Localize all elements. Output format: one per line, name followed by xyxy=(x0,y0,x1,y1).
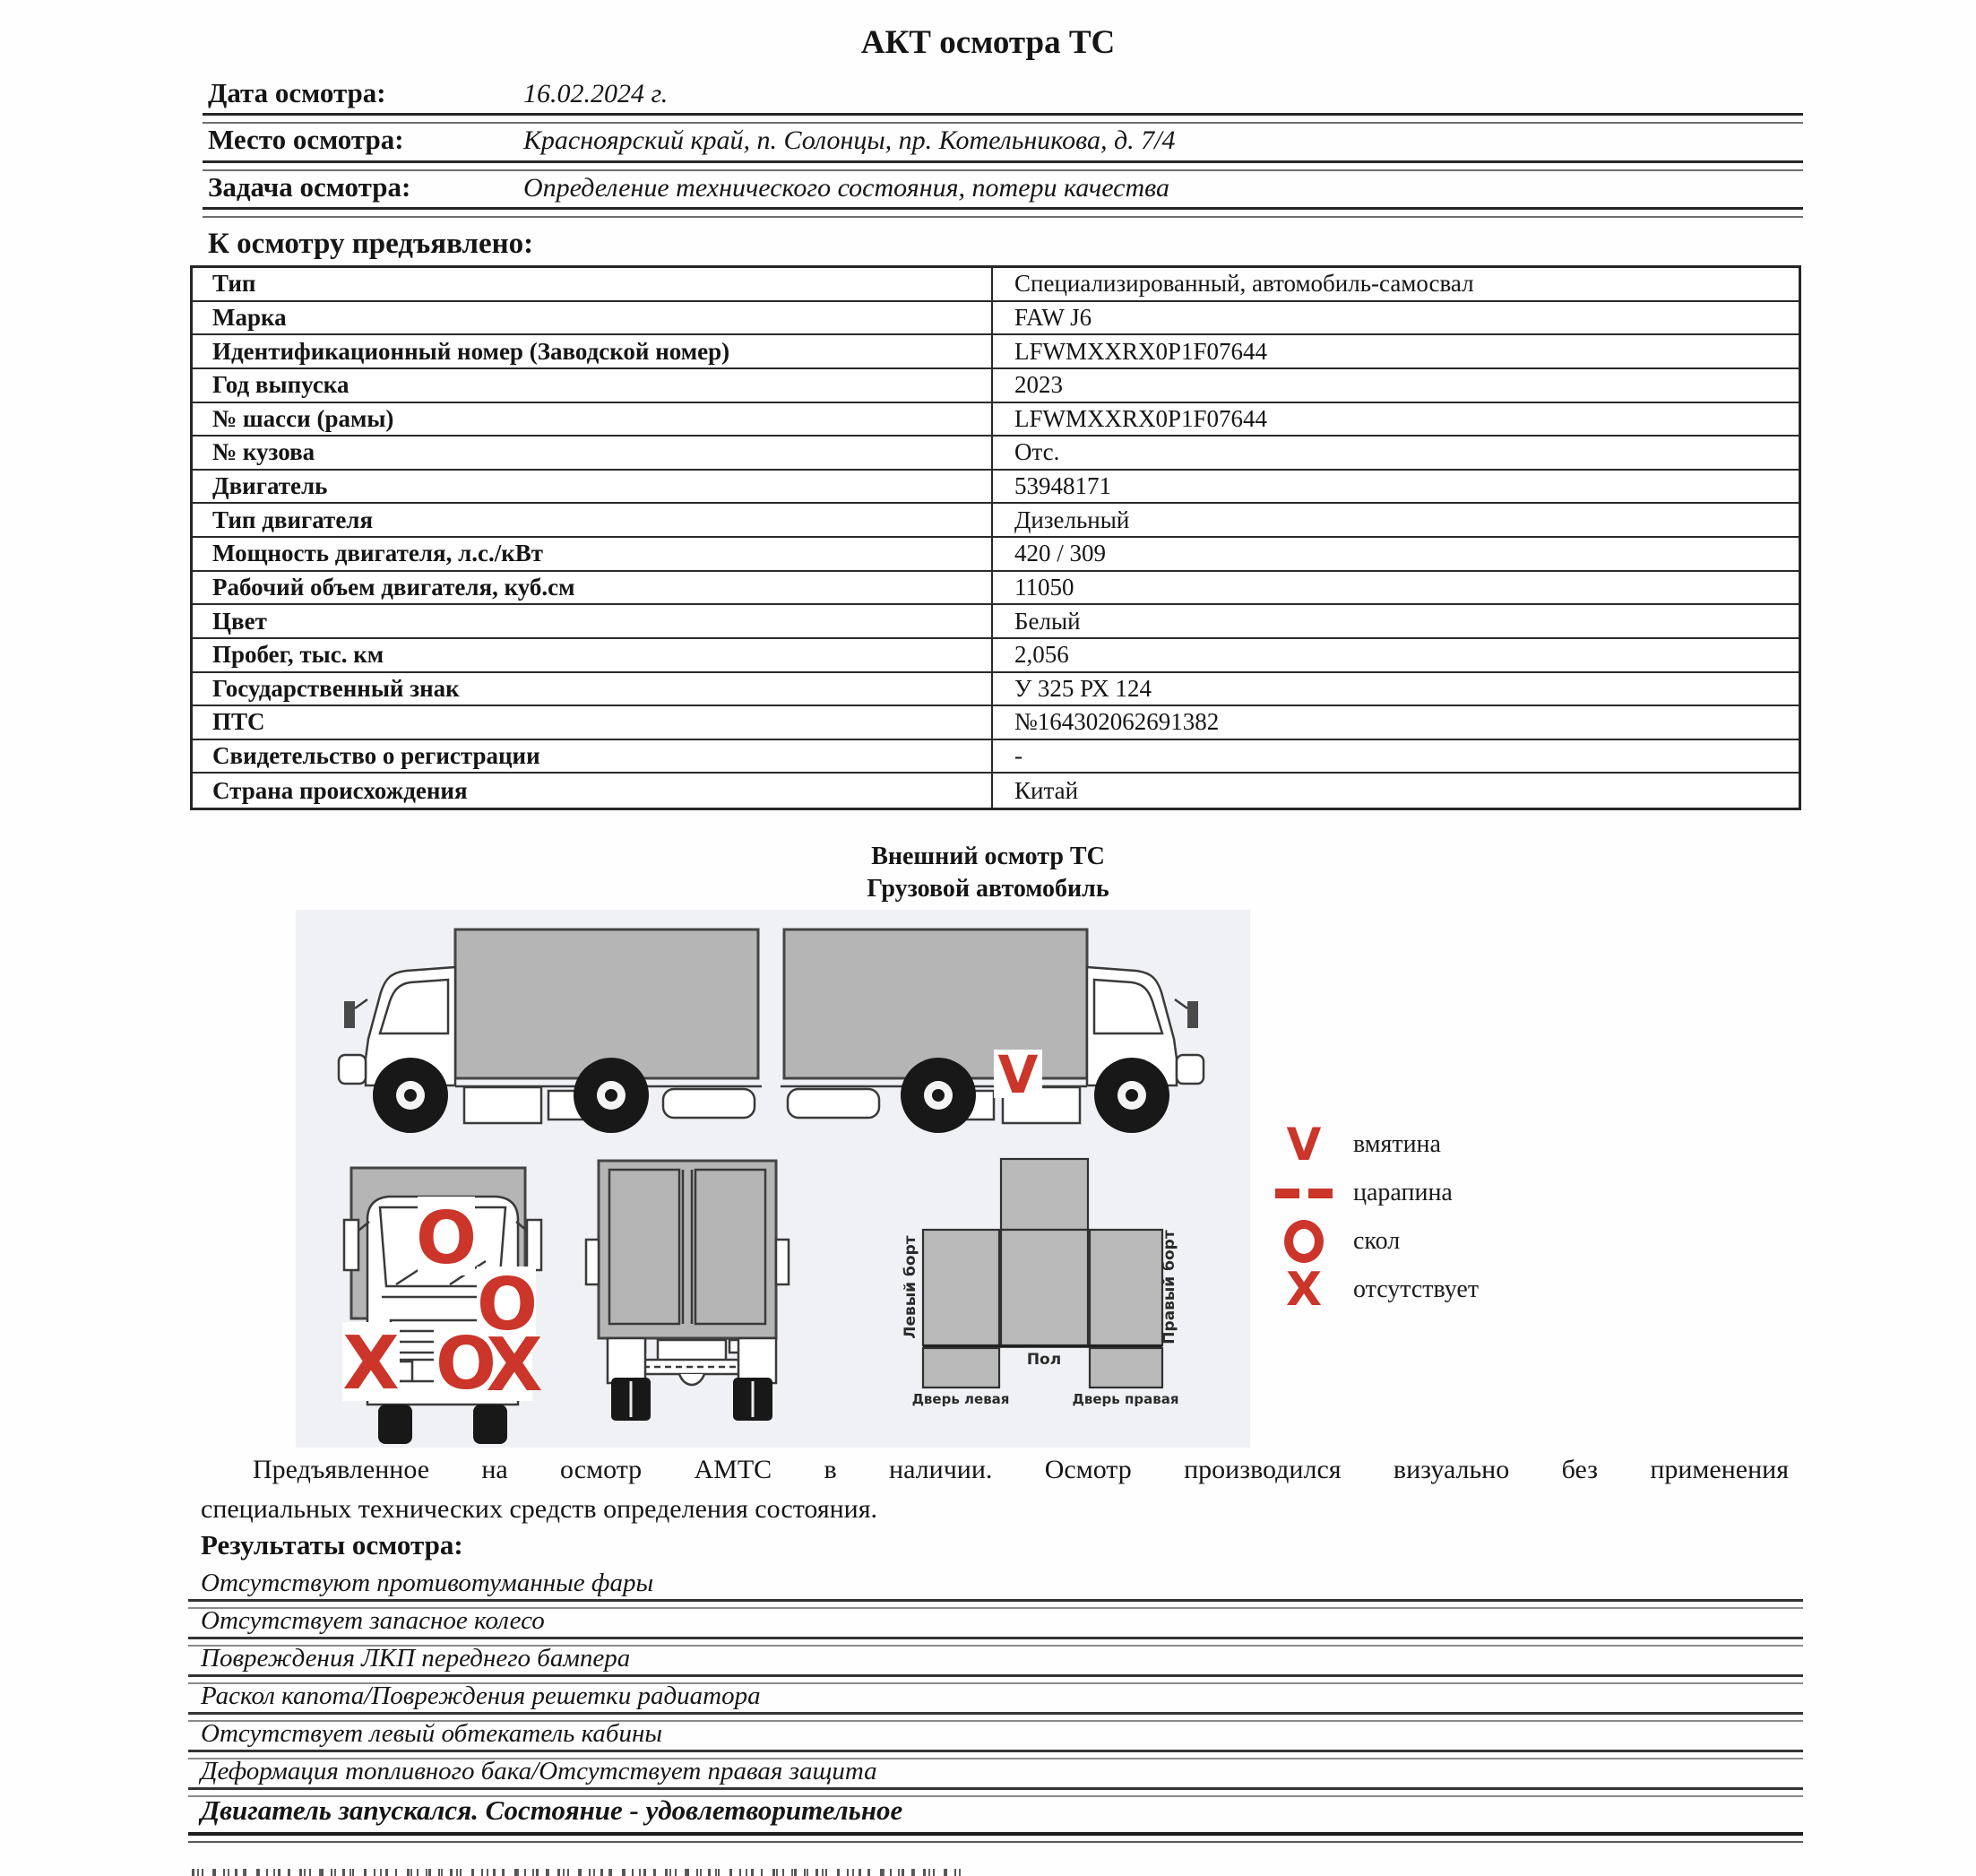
row-label: Тип двигателя xyxy=(193,504,993,536)
unfold-label-door-left: Дверь левая xyxy=(911,1391,1010,1407)
row-value: №164302062691382 xyxy=(1014,708,1220,736)
row-value: Дизельный xyxy=(1014,506,1130,533)
legend-label: вмятина xyxy=(1353,1130,1441,1158)
table-row xyxy=(193,335,1799,369)
results-heading: Результаты осмотра: xyxy=(201,1529,463,1560)
damage-legend xyxy=(1255,1119,1550,1317)
truck-diagram-svg xyxy=(296,910,1250,1448)
table-row xyxy=(193,605,1799,639)
dent-marker-v: V xyxy=(997,1044,1039,1105)
unfold-label-door-right: Дверь правая xyxy=(1072,1391,1179,1407)
result-item xyxy=(188,1604,1803,1642)
table-row xyxy=(193,471,1799,505)
row-label: Государственный знак xyxy=(193,673,993,705)
legend-item-dent xyxy=(1255,1120,1550,1169)
row-label: Идентификационный номер (Заводской номер) xyxy=(193,335,993,367)
legend-item-scratch xyxy=(1255,1169,1550,1217)
truck-rear-view xyxy=(586,1161,789,1421)
truck-front-view xyxy=(342,1168,543,1444)
inspection-heading-1: Внешний осмотр ТС xyxy=(871,843,1105,870)
table-row xyxy=(193,268,1799,302)
table-row xyxy=(193,774,1799,808)
inspection-heading-2: Грузовой автомобиль xyxy=(867,875,1109,903)
row-value: Китай xyxy=(1014,776,1079,804)
row-label: Свидетельство о регистрации xyxy=(193,740,993,773)
table-row xyxy=(193,706,1799,740)
paragraph-line: специальных технических средств определения состояния. xyxy=(201,1494,878,1524)
presence-paragraph xyxy=(201,1450,1789,1529)
result-item xyxy=(188,1567,1803,1604)
dent-symbol-icon: V xyxy=(1286,1119,1322,1171)
table-row xyxy=(193,673,1799,707)
result-text: Отсутствует левый обтекатель кабины xyxy=(201,1719,663,1748)
legend-item-chip xyxy=(1255,1217,1550,1266)
result-item xyxy=(188,1642,1803,1680)
chip-marker-o: O xyxy=(476,1263,539,1346)
page-title: АКТ осмотра ТС xyxy=(860,24,1116,61)
cargo-box-unfold-diagram xyxy=(902,1159,1178,1407)
result-item xyxy=(188,1717,1803,1755)
result-text: Раскол капота/Повреждения решетки радиатора xyxy=(201,1681,761,1710)
row-value: Отс. xyxy=(1014,438,1060,466)
row-value: 2,056 xyxy=(1014,641,1069,669)
chip-marker-o: O xyxy=(435,1322,497,1405)
divider-rule xyxy=(203,160,1803,171)
missing-marker-x: X xyxy=(486,1323,543,1408)
field-value: Определение технического состояния, потери качества xyxy=(523,173,1169,203)
header-field-place xyxy=(208,124,1799,161)
row-value: - xyxy=(1014,742,1023,770)
result-text: Повреждения ЛКП переднего бампера xyxy=(201,1644,631,1673)
divider-rule xyxy=(203,113,1803,124)
row-value: 11050 xyxy=(1014,573,1074,601)
table-row xyxy=(193,302,1799,336)
result-item xyxy=(188,1755,1803,1793)
field-label: Дата осмотра: xyxy=(208,77,386,108)
table-row xyxy=(193,403,1799,437)
unfold-label-right-side: Правый борт xyxy=(1161,1230,1178,1344)
chip-symbol-icon xyxy=(1284,1220,1324,1263)
row-label: № шасси (рамы) xyxy=(193,403,993,436)
unfold-label-floor: Пол xyxy=(1026,1351,1062,1369)
truck-side-view-left xyxy=(339,929,762,1133)
row-label: Рабочий объем двигателя, куб.см xyxy=(193,572,993,604)
row-label: Марка xyxy=(193,302,993,334)
legend-label: царапина xyxy=(1353,1179,1453,1206)
legend-label: отсутствует xyxy=(1353,1275,1480,1303)
row-label: Мощность двигателя, л.с./кВт xyxy=(193,538,993,570)
result-text: Отсутствует запасное колесо xyxy=(201,1606,545,1635)
results-list xyxy=(188,1567,1803,1839)
table-row xyxy=(193,369,1799,403)
truck-side-view-right xyxy=(781,929,1204,1133)
field-value: Красноярский край, п. Солонцы, пр. Котельникова, д. 7/4 xyxy=(523,125,1176,155)
paragraph-line: Предъявленное на осмотр АМТС в наличии. Осмотр производился визуально без применения xyxy=(253,1455,1789,1484)
result-text: Двигатель запускался. Состояние - удовлетворительное xyxy=(201,1794,903,1826)
scratch-symbol-icon xyxy=(1255,1189,1353,1198)
truck-diagram-canvas xyxy=(296,910,1250,1448)
row-value: Белый xyxy=(1014,607,1081,635)
header-field-task xyxy=(208,171,1799,209)
row-label: Двигатель xyxy=(193,471,993,503)
unfold-label-left-side: Левый борт xyxy=(902,1235,919,1339)
result-text: Деформация топливного бака/Отсутствует правая защита xyxy=(201,1757,877,1785)
divider-rule xyxy=(203,207,1803,218)
missing-marker-x: X xyxy=(342,1321,400,1406)
table-row xyxy=(193,740,1799,774)
missing-symbol-icon: X xyxy=(1285,1263,1323,1317)
presented-heading: К осмотру предъявлено: xyxy=(208,228,534,260)
vehicle-table xyxy=(190,265,1801,810)
table-row xyxy=(193,538,1799,572)
header-field-date xyxy=(208,77,1799,115)
result-item xyxy=(188,1680,1803,1717)
row-label: Пробег, тыс. км xyxy=(193,639,993,671)
chip-marker-o: O xyxy=(415,1197,478,1280)
table-row xyxy=(193,639,1799,673)
legend-item-missing xyxy=(1255,1263,1550,1317)
row-value: 2023 xyxy=(1014,371,1063,399)
table-row xyxy=(193,504,1799,538)
row-value: 53948171 xyxy=(1014,472,1111,500)
row-value: LFWMXXRX0P1F07644 xyxy=(1014,337,1268,365)
row-value: 420 / 309 xyxy=(1014,540,1107,567)
field-label: Задача осмотра: xyxy=(208,171,411,203)
table-row xyxy=(193,437,1799,471)
legend-label: скол xyxy=(1353,1227,1401,1255)
row-value: У 325 РХ 124 xyxy=(1014,674,1152,702)
field-label: Место осмотра: xyxy=(208,124,404,155)
row-value: FAW J6 xyxy=(1014,303,1092,331)
cutoff-text-line xyxy=(192,1869,962,1876)
row-label: ПТС xyxy=(193,706,993,739)
row-label: № кузова xyxy=(193,437,993,469)
divider-rule xyxy=(188,1832,1803,1843)
result-text: Отсутствуют противотуманные фары xyxy=(201,1569,654,1597)
row-label: Цвет xyxy=(193,605,993,637)
row-label: Тип xyxy=(193,268,993,300)
row-value: Специализированный, автомобиль-самосвал xyxy=(1014,270,1474,298)
engine-conclusion xyxy=(188,1793,1803,1839)
table-row xyxy=(193,572,1799,606)
row-label: Страна происхождения xyxy=(193,774,993,808)
row-value: LFWMXXRX0P1F07644 xyxy=(1014,404,1268,432)
field-value: 16.02.2024 г. xyxy=(523,79,669,108)
row-label: Год выпуска xyxy=(193,369,993,402)
